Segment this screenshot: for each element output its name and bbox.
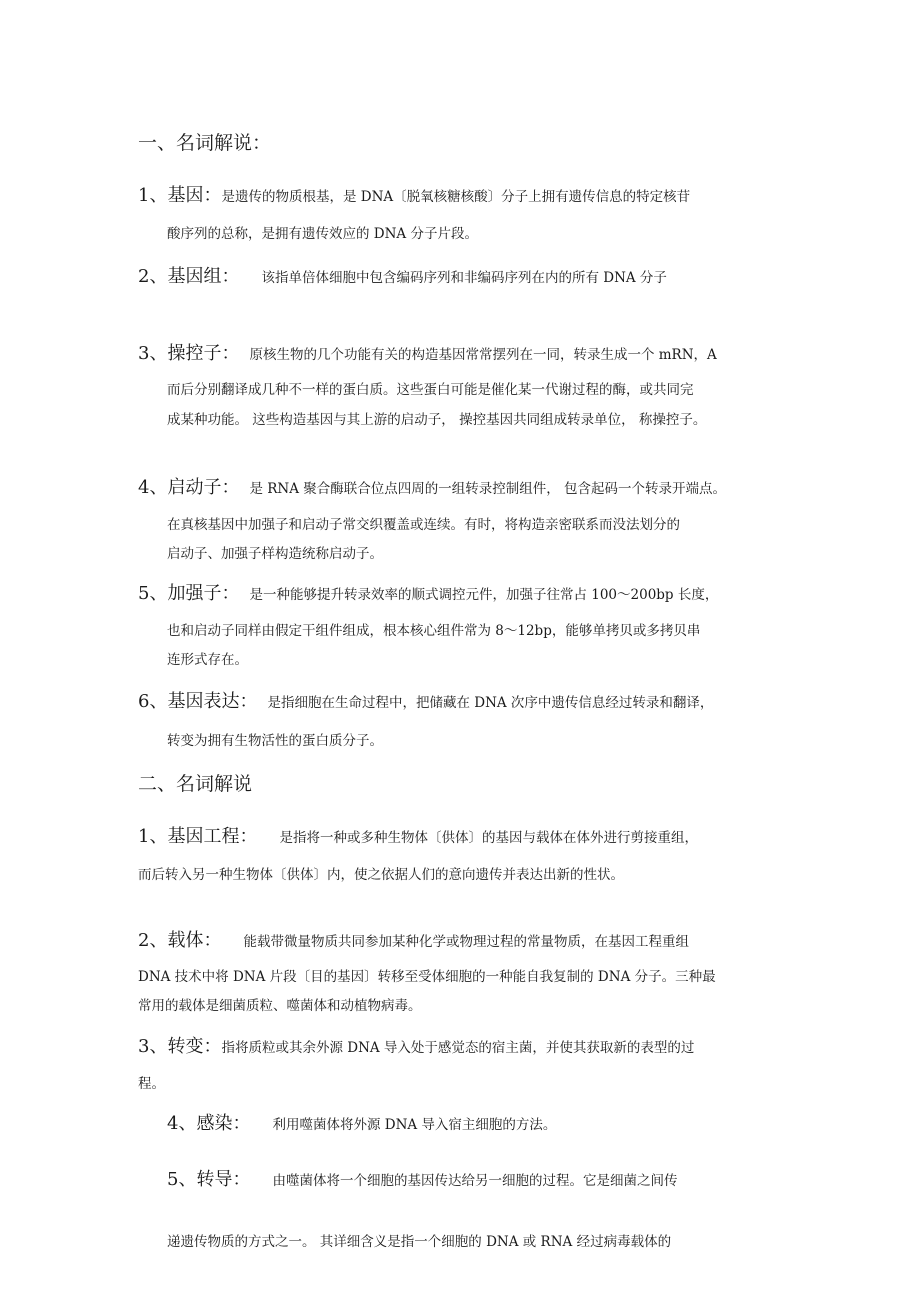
term-label: 操控子： bbox=[167, 343, 240, 364]
item-number: 4、 bbox=[167, 1113, 197, 1134]
section-1-heading: 一、名词解说： bbox=[138, 132, 272, 154]
section-2-heading: 二、名词解说 bbox=[138, 773, 253, 795]
definition-line: 是一种能够提升转录效率的顺式调控元件，加强子往常占 100～200bp 长度， bbox=[249, 587, 719, 603]
definition-line: 是指细胞在生命过程中，把储藏在 DNA 次序中遗传信息经过转录和翻译， bbox=[267, 695, 714, 711]
definition-line: 而后转入另一种生物体〔供体〕内，使之依据人们的意向遗传并表达出新的性状。 bbox=[138, 867, 624, 883]
item-number: 4、 bbox=[138, 477, 168, 498]
definition-line: 转变为拥有生物活性的蛋白质分子。 bbox=[167, 733, 383, 749]
item-number: 2、 bbox=[138, 930, 168, 951]
definition-line: 启动子、加强子样构造统称启动子。 bbox=[167, 546, 383, 562]
definition-line: DNA 技术中将 DNA 片段〔目的基因〕转移至受体细胞的一种能自我复制的 DNA 分子。三种最 bbox=[138, 969, 716, 985]
definition-line: 程。 bbox=[138, 1076, 165, 1092]
item-number: 6、 bbox=[138, 691, 168, 712]
term-transformation-row bbox=[138, 1037, 694, 1058]
term-gene-row bbox=[138, 186, 690, 207]
definition-line: 成某种功能。 这些构造基因与其上游的启动子， 操控基因共同组成转录单位， 称操控子。 bbox=[167, 412, 707, 428]
definition-line: 是 RNA 聚合酶联合位点四周的一组转录控制组件， 包含起码一个转录开端点。 bbox=[249, 481, 727, 497]
definition-line: 是遗传的物质根基，是 DNA〔脱氧核糖核酸〕分子上拥有遗传信息的特定核苷 bbox=[221, 189, 691, 205]
term-label: 转变： bbox=[167, 1036, 222, 1057]
term-label: 基因工程： bbox=[167, 826, 258, 847]
definition-line: 由噬菌体将一个细胞的基因传达给另一细胞的过程。它是细菌之间传 bbox=[272, 1173, 678, 1189]
item-number: 1、 bbox=[138, 826, 168, 847]
term-label: 转导： bbox=[196, 1169, 251, 1190]
definition-line: 常用的载体是细菌质粒、噬菌体和动植物病毒。 bbox=[138, 998, 422, 1014]
definition-line: 递遗传物质的方式之一。 其详细含义是指一个细胞的 DNA 或 RNA 经过病毒载体的 bbox=[167, 1234, 672, 1250]
term-label: 载体： bbox=[167, 930, 222, 951]
definition-line: 能载带微量物质共同参加某种化学或物理过程的常量物质，在基因工程重组 bbox=[243, 934, 689, 950]
term-label: 基因组： bbox=[167, 266, 240, 287]
definition-line: 也和启动子同样由假定干组件组成，根本核心组件常为 8～12bp，能够单拷贝或多拷贝串 bbox=[167, 623, 701, 639]
definition-line: 该指单倍体细胞中包含编码序列和非编码序列在内的所有 DNA 分子 bbox=[261, 270, 667, 286]
term-enhancer-row bbox=[138, 584, 718, 605]
term-label: 基因表达： bbox=[167, 691, 258, 712]
definition-line: 原核生物的几个功能有关的构造基因常常摆列在一同，转录生成一个 mRN，A bbox=[249, 347, 717, 363]
definition-line: 指将质粒或其余外源 DNA 导入处于感觉态的宿主菌，并使其获取新的表型的过 bbox=[221, 1040, 695, 1056]
definition-line: 利用噬菌体将外源 DNA 导入宿主细胞的方法。 bbox=[272, 1117, 557, 1133]
item-number: 1、 bbox=[138, 185, 168, 206]
term-genetic-engineering-row bbox=[138, 827, 698, 848]
term-promoter-row bbox=[138, 478, 726, 499]
item-number: 3、 bbox=[138, 343, 168, 364]
term-operon-row bbox=[138, 344, 717, 365]
term-vector-row bbox=[138, 931, 689, 952]
term-gene-expression-row bbox=[138, 692, 713, 713]
term-label: 感染： bbox=[196, 1113, 251, 1134]
term-label: 基因： bbox=[167, 185, 222, 206]
item-number: 2、 bbox=[138, 266, 168, 287]
term-label: 加强子： bbox=[167, 583, 240, 604]
term-genome-row bbox=[138, 267, 667, 288]
item-number: 5、 bbox=[167, 1169, 197, 1190]
definition-line: 连形式存在。 bbox=[167, 652, 248, 668]
definition-line: 酸序列的总称，是拥有遗传效应的 DNA 分子片段。 bbox=[167, 226, 478, 242]
definition-line: 而后分别翻译成几种不一样的蛋白质。这些蛋白可能是催化某一代谢过程的酶，或共同完 bbox=[167, 382, 694, 398]
term-transfection-row bbox=[167, 1114, 556, 1135]
item-number: 3、 bbox=[138, 1036, 168, 1057]
item-number: 5、 bbox=[138, 583, 168, 604]
definition-line: 是指将一种或多种生物体〔供体〕的基因与载体在体外进行剪接重组， bbox=[279, 830, 698, 846]
term-label: 启动子： bbox=[167, 477, 240, 498]
definition-line: 在真核基因中加强子和启动子常交织覆盖或连续。有时，将构造亲密联系而没法划分的 bbox=[167, 517, 680, 533]
term-transduction-row bbox=[167, 1170, 677, 1191]
